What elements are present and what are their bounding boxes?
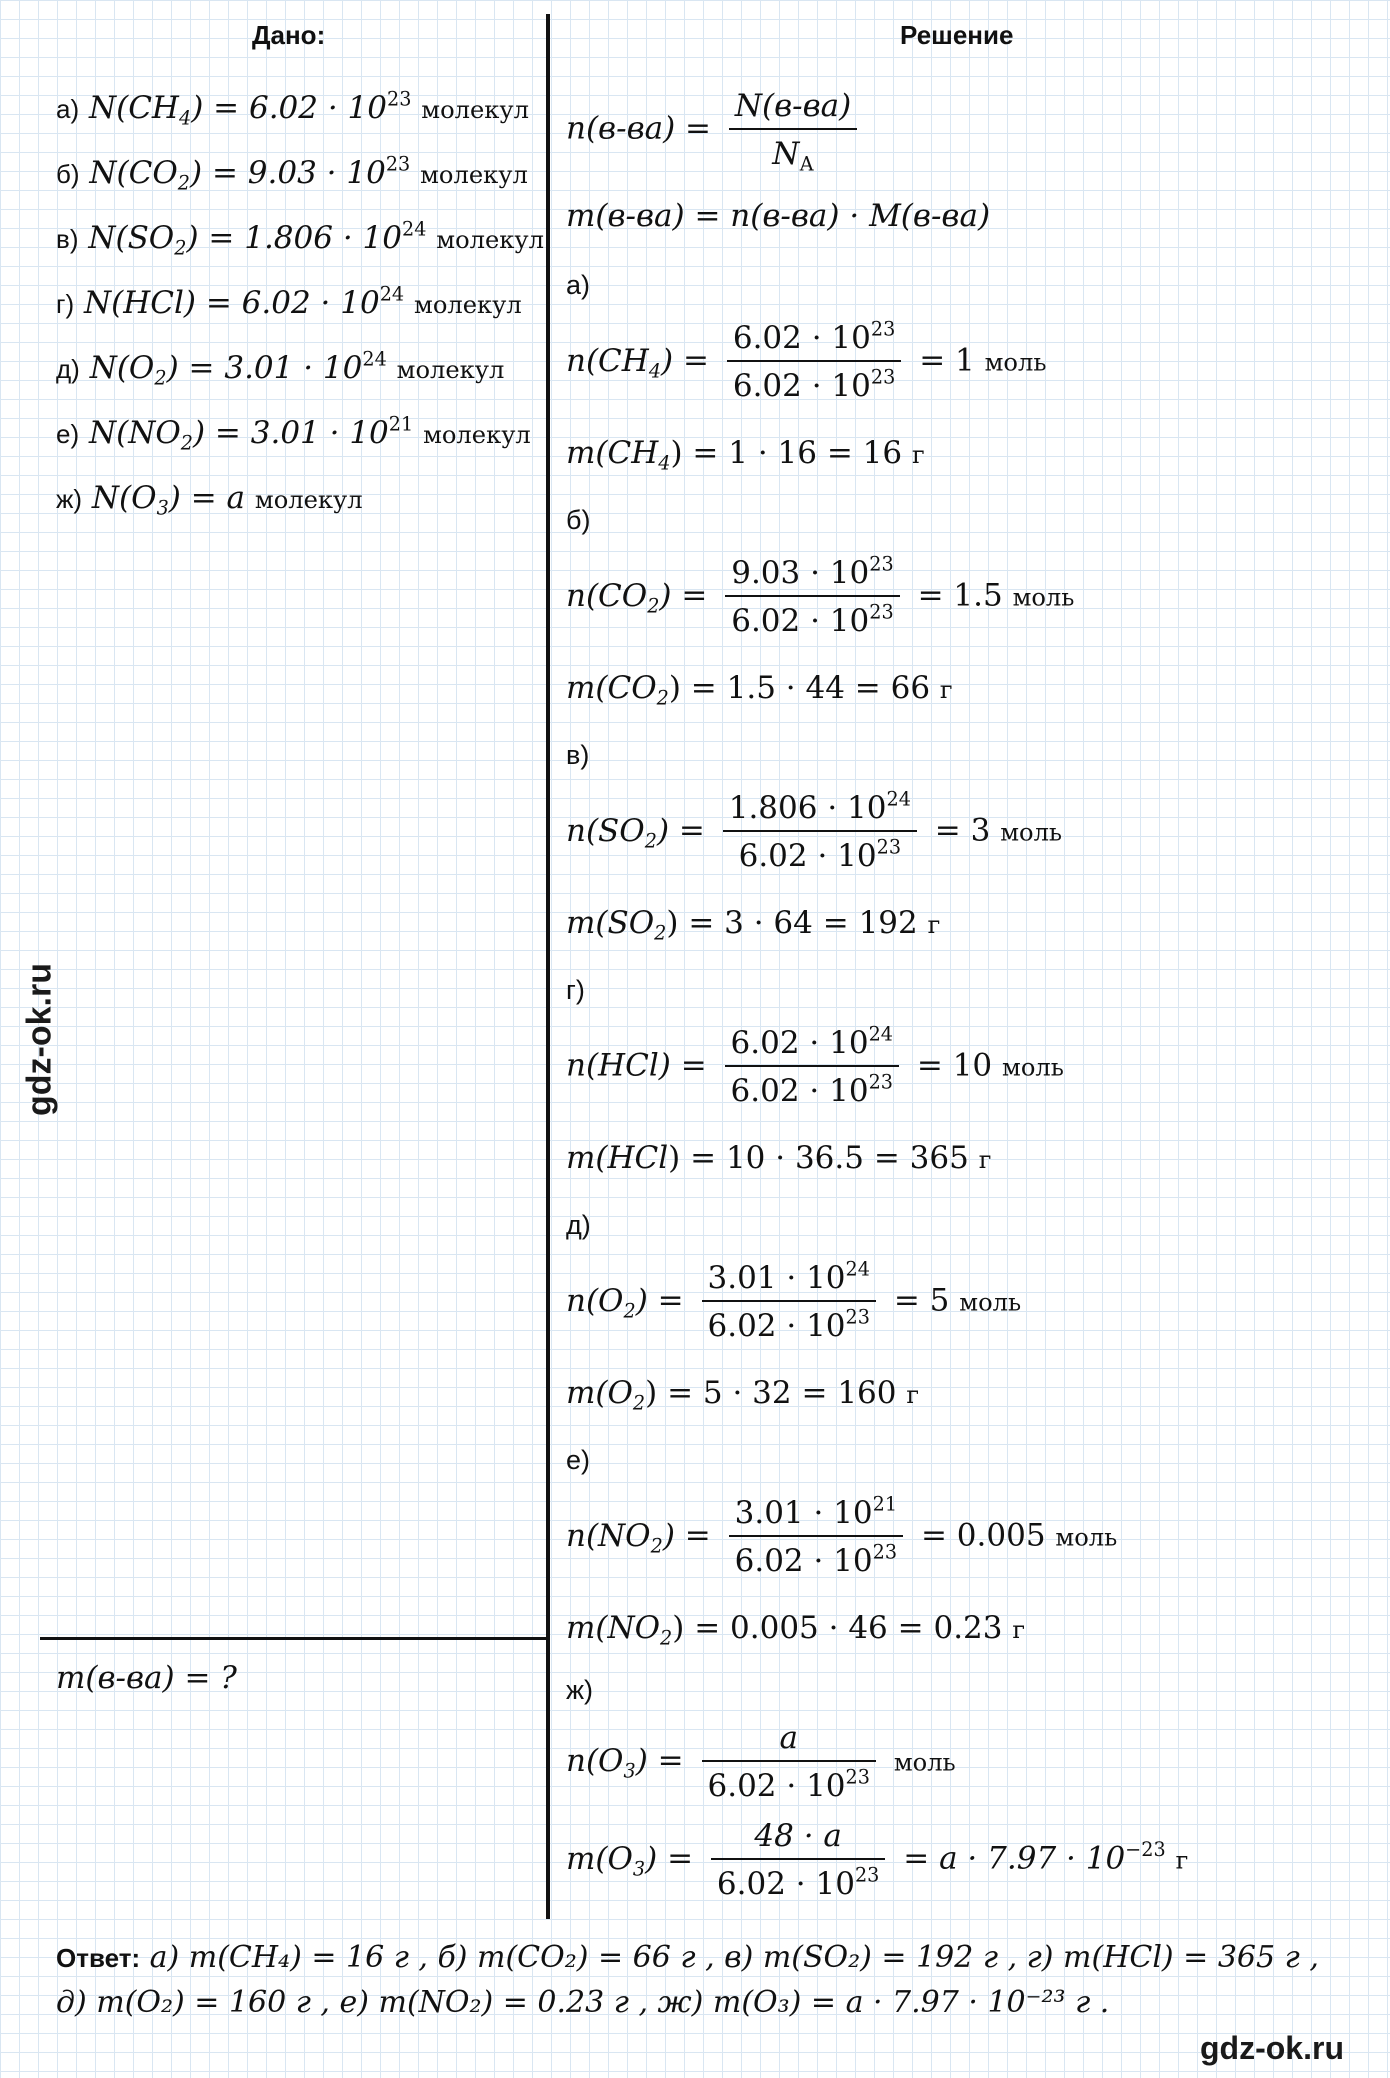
amount-line: $n(CO_2)$ = $\frac{9.03 \cdot 10^{23}}{6.02 \cdot 10^{23}}$ = 1.5 моль xyxy=(566,552,1075,639)
given-item: ж) $N(O_3) = a$ молекул xyxy=(56,480,363,520)
find-line: m(в-ва) = ? xyxy=(56,1660,237,1696)
mass-line: m(HCl) = 10 · 36.5 = 365 г xyxy=(566,1140,992,1176)
part-label: б) xyxy=(566,505,591,535)
amount-line: $n(CH_4)$ = $\frac{6.02 \cdot 10^{23}}{6.02 \cdot 10^{23}}$ = 1 моль xyxy=(566,317,1047,404)
given-item: д) $N(O_2) = 3.01 \cdot 10^{24}$ молекул xyxy=(56,347,505,390)
amount-fraction: $\frac{6.02 \cdot 10^{23}}{6.02 \cdot 10^{23}}$ xyxy=(727,320,901,404)
formula-amount: n(в-ва) = $\frac{N(в-ва)}{N_А}$ xyxy=(566,88,865,172)
solution-header: Решение xyxy=(900,20,1014,50)
answer-line-2: д) m(O₂) = 160 г , е) m(NO₂) = 0.23 г , ж) m(O₃) = a · 7.97 · 10⁻²³ г . xyxy=(56,1985,1110,2020)
formula-mass: m(в-ва) = n(в-ва) · M(в-ва) xyxy=(566,198,991,234)
amount-fraction: $\frac{1.806 \cdot 10^{24}}{6.02 \cdot 10^{23}}$ xyxy=(723,790,917,874)
part-label: е) xyxy=(566,1445,591,1475)
mass-line: $m(O_2) = 5 \cdot 32 = 160$ г xyxy=(566,1375,920,1415)
amount-fraction: $\frac{6.02 \cdot 10^{24}}{6.02 \cdot 10^{23}}$ xyxy=(725,1025,899,1109)
part-label: г) xyxy=(566,975,585,1005)
given-item: е) $N(NO_2) = 3.01 \cdot 10^{21}$ молекул xyxy=(56,412,531,455)
part-label: д) xyxy=(566,1210,591,1240)
part-label: в) xyxy=(566,740,590,770)
formula-amount-fraction: $\frac{N(в-ва)}{N_А}$ xyxy=(729,88,857,172)
amount-line: $n(SO_2)$ = $\frac{1.806 \cdot 10^{24}}{6.02 \cdot 10^{23}}$ = 3 моль xyxy=(566,787,1063,874)
amount-line: $n(NO_2)$ = $\frac{3.01 \cdot 10^{21}}{6.02 \cdot 10^{23}}$ = 0.005 моль xyxy=(566,1492,1118,1579)
amount-line: n(HCl) = $\frac{6.02 \cdot 10^{24}}{6.02 \cdot 10^{23}}$ = 10 моль xyxy=(566,1022,1064,1109)
amount-fraction: $\frac{9.03 \cdot 10^{23}}{6.02 \cdot 10^{23}}$ xyxy=(725,555,899,639)
mass-line: $m(NO_2) = 0.005 \cdot 46 = 0.23$ г xyxy=(566,1610,1026,1650)
given-item: б) $N(CO_2) = 9.03 \cdot 10^{23}$ молекул xyxy=(56,152,528,195)
part-label: ж) xyxy=(566,1675,594,1705)
amount-line: $n(O_2)$ = $\frac{3.01 \cdot 10^{24}}{6.02 \cdot 10^{23}}$ = 5 моль xyxy=(566,1257,1022,1344)
given-find-divider xyxy=(40,1637,548,1640)
given-item: г) $N(HCl) = 6.02 \cdot 10^{24}$ молекул xyxy=(56,282,522,321)
watermark-side: gdz-ok.ru xyxy=(20,963,59,1116)
zh-amount-fraction: $\frac{a}{6.02 \cdot 10^{23}}$ xyxy=(702,1720,876,1804)
mass-line: $m(CH_4) = 1 \cdot 16 = 16$ г xyxy=(566,435,925,475)
mass-line: $m(CO_2) = 1.5 \cdot 44 = 66$ г xyxy=(566,670,953,710)
zh-amount-line: $n(O_3)$ = $\frac{a}{6.02 \cdot 10^{23}}$ моль xyxy=(566,1720,956,1804)
amount-fraction: $\frac{3.01 \cdot 10^{24}}{6.02 \cdot 10^{23}}$ xyxy=(702,1260,876,1344)
amount-fraction: $\frac{3.01 \cdot 10^{21}}{6.02 \cdot 10^{23}}$ xyxy=(729,1495,903,1579)
given-item: в) $N(SO_2) = 1.806 \cdot 10^{24}$ молекул xyxy=(56,217,544,260)
part-label: а) xyxy=(566,270,591,300)
given-header: Дано: xyxy=(252,20,326,50)
given-item: а) $N(CH_4) = 6.02 \cdot 10^{23}$ молекул xyxy=(56,87,529,130)
zh-mass-line: $m(O_3)$ = $\frac{48 \cdot a}{6.02 \cdot 10^{23}}$ = $a \cdot 7.97 \cdot 10^{-23}$ г xyxy=(566,1818,1189,1902)
vertical-divider xyxy=(546,14,550,1919)
zh-mass-fraction: $\frac{48 \cdot a}{6.02 \cdot 10^{23}}$ xyxy=(711,1818,885,1902)
mass-line: $m(SO_2) = 3 \cdot 64 = 192$ г xyxy=(566,905,941,945)
watermark-bottom: gdz-ok.ru xyxy=(1200,2030,1344,2066)
answer-line-1: Ответ: а) m(CH₄) = 16 г , б) m(CO₂) = 66 г , в) m(SO₂) = 192 г , г) m(HCl) = 365 г , xyxy=(56,1940,1319,1975)
